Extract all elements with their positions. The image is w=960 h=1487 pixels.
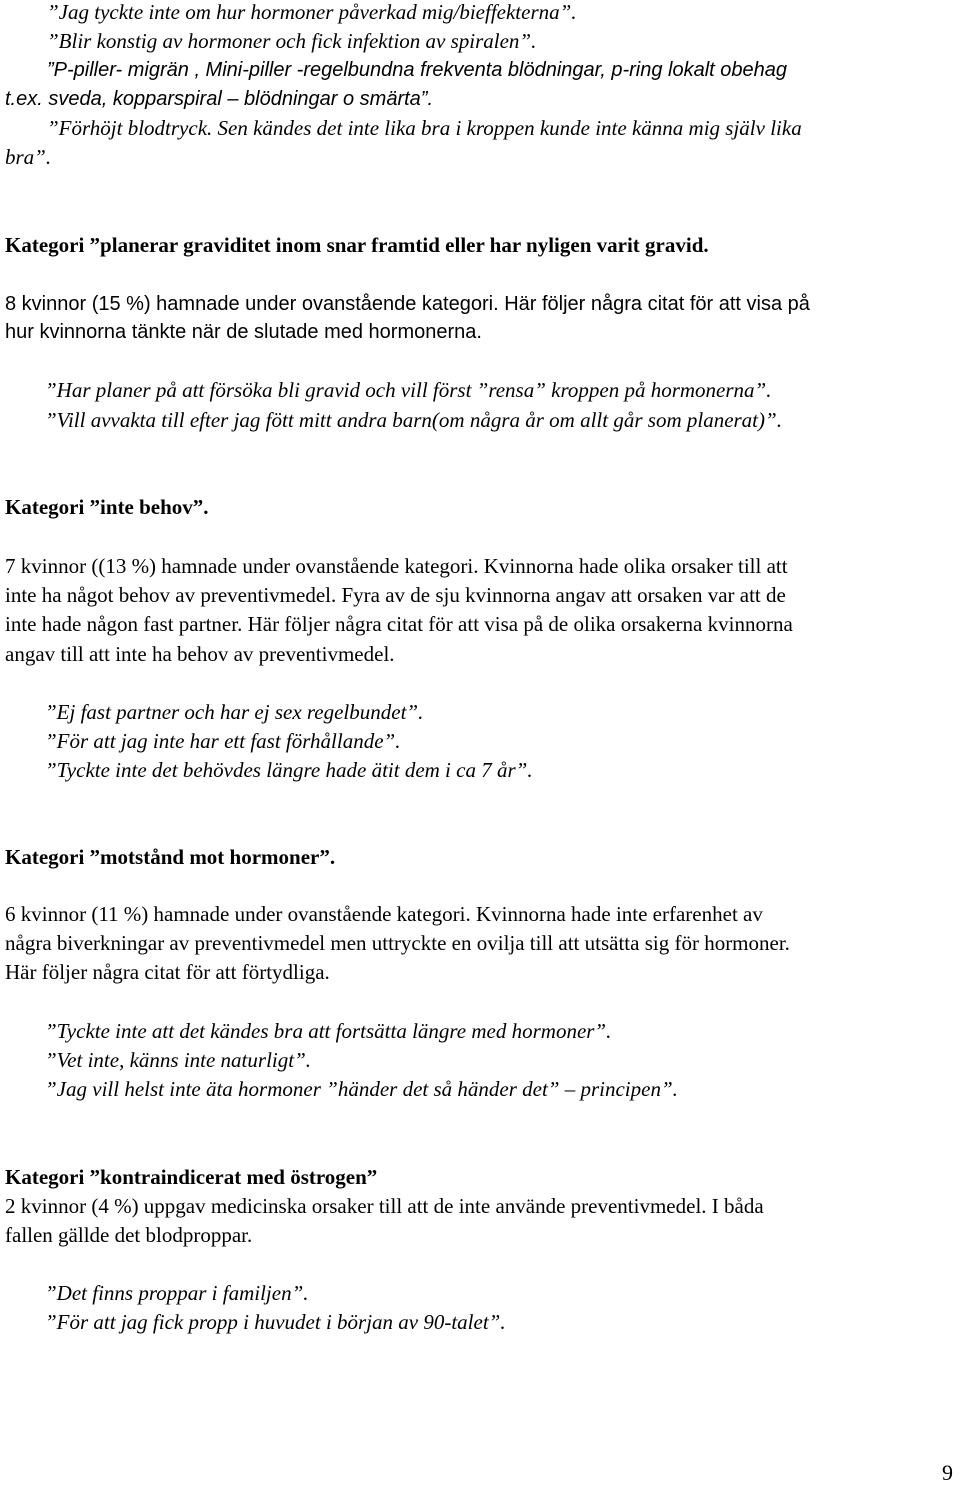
quote-line: bra”. (5, 145, 52, 169)
quote-line: ”Jag tyckte inte om hur hormoner påverkad mig/bieffekterna”. (47, 0, 577, 24)
quote-line: ”Förhöjt blodtryck. Sen kändes det inte lika bra i kroppen kunde inte känna mig själv lika (47, 116, 802, 140)
body-line: Här följer några citat för att förtydliga. (5, 960, 330, 984)
quote-line: ”P-piller- migrän , Mini-piller -regelbundna frekventa blödningar, p-ring lokalt obehag (47, 59, 788, 81)
quote-line: ”Vill avvakta till efter jag fött mitt andra barn(om några år om allt går som planerat)”. (45, 408, 782, 432)
quote-line: t.ex. sveda, kopparspiral – blödningar o smärta”. (5, 88, 433, 110)
quote-line: ”Tyckte inte det behövdes längre hade ätit dem i ca 7 år”. (45, 758, 533, 782)
quote-line: ”Blir konstig av hormoner och fick infektion av spiralen”. (47, 29, 537, 53)
body-line: några biverkningar av preventivmedel men uttryckte en ovilja till att utsätta sig för hormoner. (5, 931, 790, 955)
section-heading: Kategori ”motstånd mot hormoner”. (5, 845, 336, 869)
body-line: 6 kvinnor (11 %) hamnade under ovanstående kategori. Kvinnorna hade inte erfarenhet av (5, 902, 763, 926)
section-heading: Kategori ”kontraindicerat med östrogen” (5, 1165, 378, 1189)
section-heading: Kategori ”planerar graviditet inom snar framtid eller har nyligen varit gravid. (5, 233, 709, 257)
section-heading: Kategori ”inte behov”. (5, 495, 209, 519)
quote-line: ”Vet inte, känns inte naturligt”. (45, 1048, 311, 1072)
body-line: inte ha något behov av preventivmedel. Fyra av de sju kvinnorna angav att orsaken var att de (5, 583, 786, 607)
quote-line: ”Det finns proppar i familjen”. (45, 1281, 309, 1305)
body-line: 7 kvinnor ((13 %) hamnade under ovanstående kategori. Kvinnorna hade olika orsaker till att (5, 554, 788, 578)
page-number: 9 (942, 1460, 953, 1485)
body-line: 8 kvinnor (15 %) hamnade under ovanstående kategori. Här följer några citat för att visa på (5, 293, 810, 315)
body-line: inte hade någon fast partner. Här följer några citat för att visa på de olika orsakerna kvinnorna (5, 612, 793, 636)
quote-line: ”Ej fast partner och har ej sex regelbundet”. (45, 700, 424, 724)
body-line: hur kvinnorna tänkte när de slutade med hormonerna. (5, 321, 482, 343)
quote-line: ”För att jag fick propp i huvudet i början av 90-talet”. (45, 1310, 506, 1334)
quote-line: ”För att jag inte har ett fast förhållande”. (45, 729, 401, 753)
quote-line: ”Tyckte inte att det kändes bra att fortsätta längre med hormoner”. (45, 1019, 612, 1043)
body-line: fallen gällde det blodproppar. (5, 1223, 253, 1247)
quote-line: ”Har planer på att försöka bli gravid och vill först ”rensa” kroppen på hormonerna”. (45, 378, 772, 402)
body-line: 2 kvinnor (4 %) uppgav medicinska orsaker till att de inte använde preventivmedel. I båda (5, 1194, 764, 1218)
quote-line: ”Jag vill helst inte äta hormoner ”händer det så händer det” – principen”. (45, 1077, 678, 1101)
body-line: angav till att inte ha behov av preventivmedel. (5, 642, 395, 666)
